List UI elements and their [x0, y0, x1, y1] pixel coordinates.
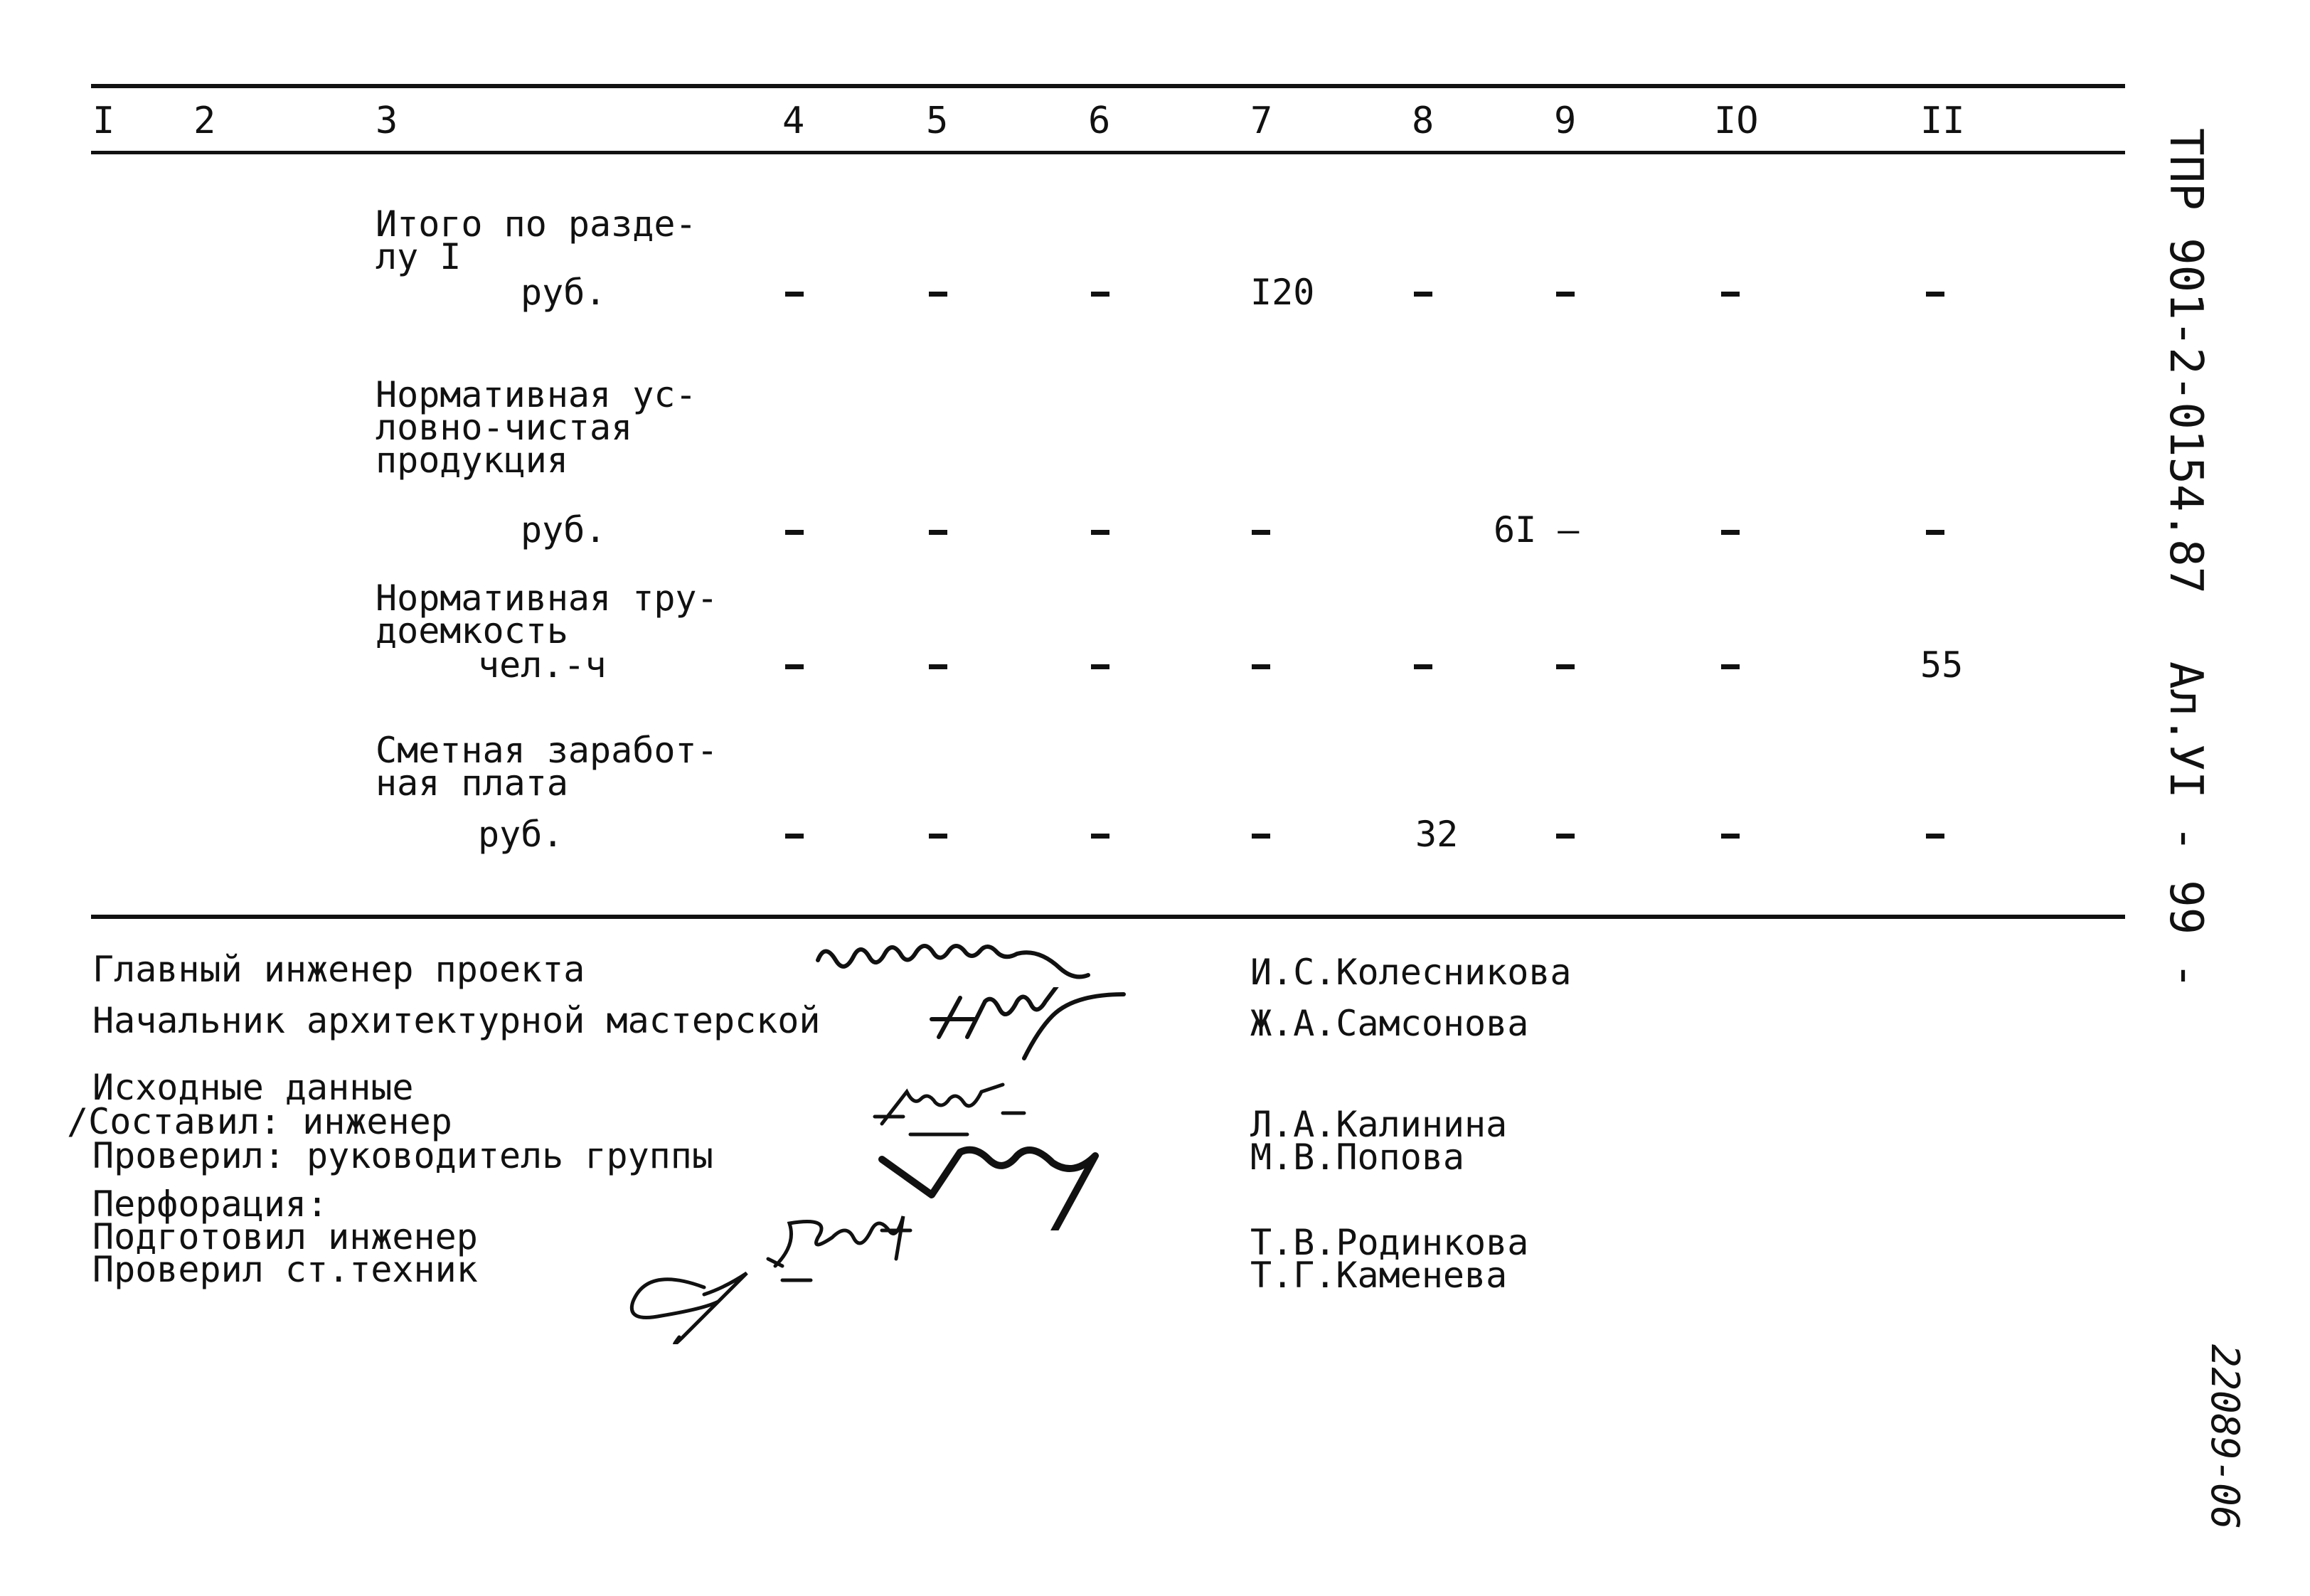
page-number: - 99 - — [2159, 825, 2212, 990]
dash — [929, 292, 947, 297]
role-perforation: Перфорация: — [92, 1183, 329, 1225]
dash — [1091, 292, 1109, 297]
col-header-11: II — [1920, 100, 1965, 142]
dash — [785, 834, 804, 839]
row-label: Нормативная тру- доемкость — [376, 578, 718, 651]
dash — [1721, 530, 1740, 535]
row-unit: руб. — [478, 814, 564, 855]
role-composed: /Составил: инженер — [67, 1101, 452, 1142]
dash — [1926, 292, 1944, 297]
role-prepared-engineer: Подготовил инженер — [92, 1216, 478, 1257]
name-kolesnikova: И.С.Колесникова — [1250, 952, 1572, 993]
dash — [1556, 834, 1575, 839]
col-header-10: IO — [1714, 100, 1759, 142]
role-source-data: Исходные данные — [92, 1067, 414, 1108]
inventory-number: 22089-06 — [2203, 1344, 2247, 1530]
bottom-rule — [91, 915, 2125, 919]
col-header-7: 7 — [1250, 100, 1273, 142]
dash — [1926, 834, 1944, 839]
row-label: Итого по разде- лу I — [376, 203, 697, 277]
name-rodinkova: Т.В.Родинкова — [1250, 1222, 1529, 1263]
value-cell: 6I – — [1494, 509, 1580, 550]
col-header-2: 2 — [193, 100, 216, 142]
dash — [1556, 292, 1575, 297]
value-cell: I20 — [1250, 272, 1315, 313]
col-header-1: I — [92, 100, 115, 142]
dash — [1091, 834, 1109, 839]
dash — [785, 530, 804, 535]
role-chief-engineer: Главный инженер проекта — [92, 949, 585, 990]
name-samsonova: Ж.А.Самсонова — [1250, 1003, 1529, 1044]
role-checked-technician: Проверил ст.техник — [92, 1249, 478, 1290]
row-unit: руб. — [521, 272, 607, 313]
dash — [785, 664, 804, 669]
name-kameneva: Т.Г.Каменева — [1250, 1255, 1508, 1296]
dash — [1721, 664, 1740, 669]
row-label: Нормативная ус- ловно-чистая продукция — [376, 374, 697, 481]
sheet-number: Ал.УI — [2159, 661, 2212, 799]
col-header-6: 6 — [1088, 100, 1111, 142]
col-header-9: 9 — [1554, 100, 1577, 142]
header-rule — [91, 151, 2125, 154]
col-header-8: 8 — [1412, 100, 1435, 142]
value-cell: 55 — [1920, 644, 1964, 686]
dash — [1414, 292, 1432, 297]
name-kalinina: Л.А.Калинина — [1250, 1104, 1508, 1145]
dash — [1556, 664, 1575, 669]
role-checked-group-head: Проверил: руководитель группы — [92, 1135, 713, 1176]
dash — [1091, 664, 1109, 669]
col-header-3: 3 — [376, 100, 398, 142]
value-cell: 32 — [1415, 814, 1459, 855]
dash — [1091, 530, 1109, 535]
signature-1-image — [811, 932, 1138, 996]
role-head-architect: Начальник архитектурной мастерской — [92, 1000, 821, 1041]
dash — [785, 292, 804, 297]
dash — [1252, 834, 1270, 839]
signature-3-image — [868, 1081, 1081, 1145]
doc-code-stamp: ТПР 901-2-0154.87 — [2159, 128, 2212, 595]
signature-5-image — [612, 1202, 996, 1344]
row-unit: руб. — [521, 509, 607, 550]
top-rule — [91, 84, 2125, 88]
col-header-4: 4 — [782, 100, 805, 142]
row-unit: чел.-ч — [478, 644, 607, 686]
row-label: Сметная заработ- ная плата — [376, 730, 718, 804]
dash — [1252, 664, 1270, 669]
dash — [929, 664, 947, 669]
name-popova: М.В.Попова — [1250, 1137, 1465, 1178]
dash — [1721, 292, 1740, 297]
dash — [929, 530, 947, 535]
dash — [1414, 664, 1432, 669]
signature-2-image — [925, 987, 1138, 1065]
col-header-5: 5 — [926, 100, 949, 142]
dash — [1252, 530, 1270, 535]
dash — [1721, 834, 1740, 839]
dash — [929, 834, 947, 839]
dash — [1926, 530, 1944, 535]
